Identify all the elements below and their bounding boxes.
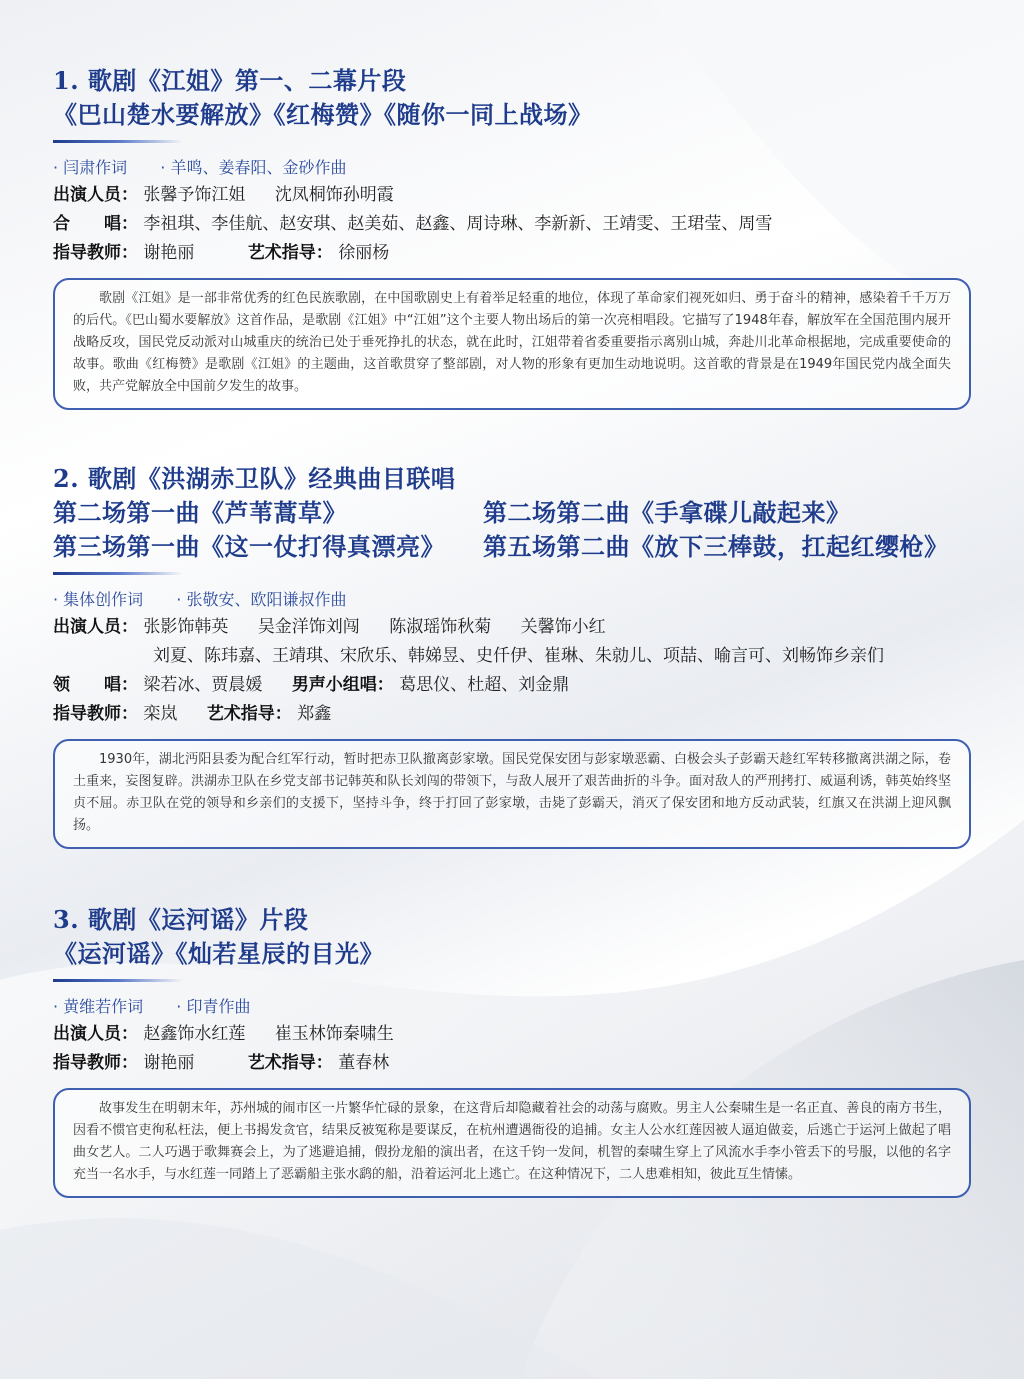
credits bbox=[53, 587, 971, 613]
performer: 陈淑瑶饰秋菊 bbox=[389, 617, 492, 637]
male-group-label: 男声小组唱： bbox=[291, 675, 394, 695]
teacher-name: 谢艳丽 bbox=[143, 243, 195, 263]
section-1-title: 1. 歌剧《江姐》第一、二幕片段 bbox=[53, 66, 407, 95]
teacher-label: 指导教师： bbox=[53, 1053, 138, 1073]
teacher-label: 指导教师： bbox=[53, 243, 138, 263]
performer: 赵鑫饰水红莲 bbox=[143, 1024, 246, 1044]
performer: 关馨饰小红 bbox=[520, 617, 606, 637]
teacher-name: 谢艳丽 bbox=[143, 1053, 195, 1073]
section-2-description: 1930年，湖北沔阳县委为配合红军行动，暂时把赤卫队撤离彭家墩。国民党保安团与彭家墩恶霸、白极会头子彭霸天趁红军转移撤离洪湖之际，卷土重来，妄图复辟。洪湖赤卫队在乡党支部书记韩英和队长刘闯的带领下，与敌人展开了艰苦曲折的斗争。面对敌人的严刑拷打、威逼利诱，韩英始终坚贞不屈。赤卫队在党的领导和乡亲们的支援下，坚持斗争，终于打回了彭家墩，击毙了彭霸天，消灭了保安团和地方反动武装，红旗又在洪湖上迎风飘扬。 bbox=[53, 739, 971, 849]
section-3-title: 3. 歌剧《运河谣》片段 bbox=[53, 905, 309, 934]
performers-label: 出演人员： bbox=[53, 185, 138, 205]
section-3 bbox=[53, 903, 971, 1198]
lead-label: 领 唱： bbox=[53, 675, 138, 695]
section-1-subtitle: 《巴山楚水要解放》《红梅赞》《随你一同上战场》 bbox=[53, 100, 593, 129]
section-3-description: 故事发生在明朝末年，苏州城的闹市区一片繁华忙碌的景象，在这背后却隐藏着社会的动荡与腐败。男主人公秦啸生是一名正直、善良的南方书生，因看不惯官吏徇私枉法，便上书揭发贪官，结果反被冤称是要谋反，在杭州遭遇衙役的追捕。女主人公水红莲因被人逼迫做妾，后逃亡于运河上做起了唱曲女艺人。二人巧遇于歌舞赛会上，为了逃避追捕，假扮龙船的演出者，在这千钧一发间，机智的秦啸生穿上了风流水手李小管丢下的号服，以他的名字充当一名水手，与水红莲一同踏上了恶霸船主张水鹞的船，沿着运河北上逃亡。在这种情况下，二人患难相知，彼此互生情愫。 bbox=[53, 1088, 971, 1198]
performer: 张影饰韩英 bbox=[143, 617, 229, 637]
lyricist-credit: · 集体创作词 bbox=[53, 590, 144, 609]
lyricist-credit: · 闫肃作词 bbox=[53, 158, 128, 177]
performers-label: 出演人员： bbox=[53, 617, 138, 637]
lead-singers: 梁若冰、贾晨媛 bbox=[143, 675, 263, 695]
lead-singers-row bbox=[53, 671, 971, 700]
performers-row-2: 刘夏、陈玮嘉、王靖琪、宋欣乐、韩娣昱、史仟伊、崔琳、朱勍儿、项喆、喻言可、刘畅饰乡亲们 bbox=[153, 646, 884, 666]
teacher-name: 栾岚 bbox=[143, 704, 178, 724]
title-underline bbox=[53, 140, 183, 143]
instructors-row bbox=[53, 239, 971, 268]
lyricist-credit: · 黄维若作词 bbox=[53, 997, 144, 1016]
performers-row bbox=[53, 181, 971, 210]
chorus-members: 李祖琪、李佳航、赵安琪、赵美茹、赵鑫、周诗琳、李新新、王靖雯、王珺莹、周雪 bbox=[143, 214, 773, 234]
performer: 沈凤桐饰孙明霞 bbox=[274, 185, 394, 205]
performer: 崔玉林饰秦啸生 bbox=[274, 1024, 394, 1044]
program-item: 第五场第二曲《放下三棒鼓，扛起红缨枪》 bbox=[483, 532, 949, 561]
credits bbox=[53, 155, 971, 181]
section-2-title: 2. 歌剧《洪湖赤卫队》经典曲目联唱 bbox=[53, 464, 456, 493]
chorus-row bbox=[53, 210, 971, 239]
instructors-row bbox=[53, 700, 971, 729]
composer-credit: · 张敬安、欧阳谦叔作曲 bbox=[176, 590, 347, 609]
performer: 吴金洋饰刘闯 bbox=[257, 617, 360, 637]
art-director-label: 艺术指导： bbox=[247, 1053, 333, 1073]
credits bbox=[53, 994, 971, 1020]
program-row-1 bbox=[53, 496, 971, 530]
performer: 张馨予饰江姐 bbox=[143, 185, 246, 205]
performers-row bbox=[53, 613, 971, 642]
art-director-label: 艺术指导： bbox=[247, 243, 333, 263]
art-director-label: 艺术指导： bbox=[206, 704, 292, 724]
male-group-members: 葛思仪、杜超、刘金鼎 bbox=[399, 675, 570, 695]
teacher-label: 指导教师： bbox=[53, 704, 138, 724]
program-item: 第三场第一曲《这一仗打得真漂亮》 bbox=[53, 532, 445, 561]
section-1-description: 歌剧《江姐》是一部非常优秀的红色民族歌剧，在中国歌剧史上有着举足轻重的地位，体现了革命家们视死如归、勇于奋斗的精神，感染着千千万万的后代。《巴山蜀水要解放》这首作品，是歌剧《江姐》中“江姐”这个主要人物出场后的第一次亮相唱段。它描写了1948年春，解放军在全国范围内展开战略反攻，国民党反动派对山城重庆的统治已处于垂死挣扎的状态，就在此时，江姐带着省委重要指示离别山城，奔赴川北革命根据地，完成重要使命的故事。歌曲《红梅赞》是歌剧《江姐》的主题曲，这首歌贯穿了整部剧，对人物的形象有更加生动地说明。这首歌的背景是在1949年国民党内战全面失败，共产党解放全中国前夕发生的故事。 bbox=[53, 278, 971, 410]
performers-row bbox=[53, 1020, 971, 1049]
composer-credit: · 印青作曲 bbox=[176, 997, 251, 1016]
program-row-2 bbox=[53, 530, 971, 564]
program-item: 第二场第一曲《芦苇蒿草》 bbox=[53, 498, 347, 527]
program-item: 第二场第二曲《手拿碟儿敲起来》 bbox=[483, 498, 851, 527]
art-director-name: 郑鑫 bbox=[297, 704, 332, 724]
art-director-name: 董春林 bbox=[338, 1053, 390, 1073]
section-2 bbox=[53, 462, 971, 849]
section-1 bbox=[53, 64, 971, 410]
chorus-label: 合 唱： bbox=[53, 214, 138, 234]
composer-credit: · 羊鸣、姜春阳、金砂作曲 bbox=[160, 158, 347, 177]
title-underline bbox=[53, 572, 183, 575]
art-director-name: 徐丽杨 bbox=[338, 243, 390, 263]
title-underline bbox=[53, 979, 183, 982]
instructors-row bbox=[53, 1049, 971, 1078]
section-3-subtitle: 《运河谣》《灿若星辰的目光》 bbox=[53, 939, 384, 968]
performers-label: 出演人员： bbox=[53, 1024, 138, 1044]
